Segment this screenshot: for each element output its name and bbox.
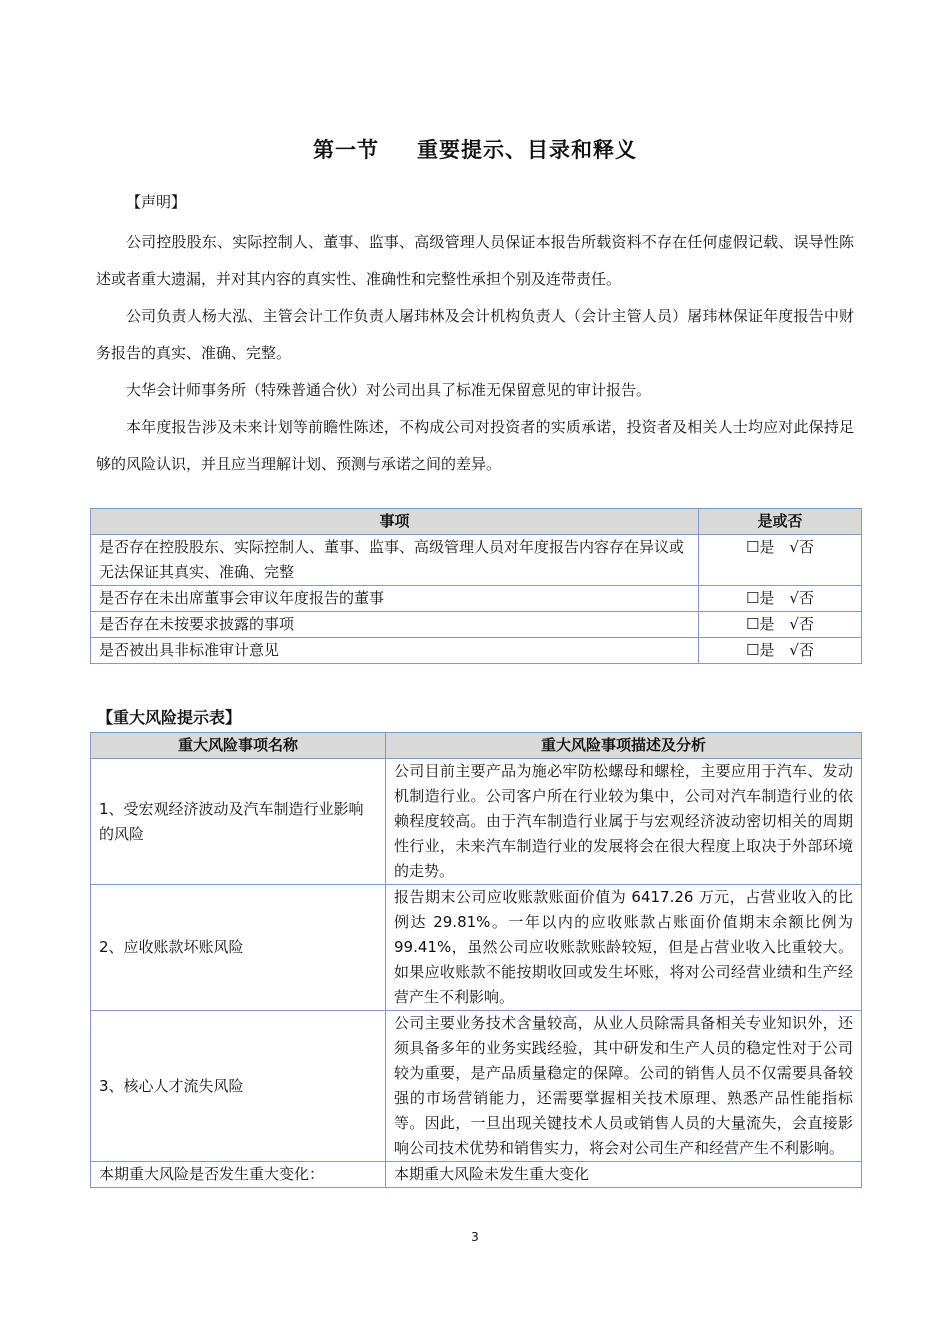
confirm-table [90, 508, 862, 664]
confirm-item: 是否存在控股股东、实际控制人、董事、监事、高级管理人员对年度报告内容存在异议或无法保证其真实、准确、完整 [91, 535, 699, 586]
confirm-item: 是否存在未出席董事会审议年度报告的董事 [91, 586, 699, 612]
table-row [91, 885, 862, 1011]
header-risk-name: 重大风险事项名称 [91, 733, 386, 759]
risk-table-header [91, 733, 862, 759]
risk-desc: 报告期末公司应收账款账面价值为 6417.26 万元，占营业收入的比例达 29.81%。一年以内的应收账款占账面价值期末余额比例为 99.41%，虽然公司应收账款账龄较短，但是占营业收入比重较大。如果应收账款不能按期收回或发生坏账，将对公司经营业绩和生产经营产生不利影响。 [386, 885, 862, 1011]
table-row [91, 535, 862, 586]
risk-table-heading: 【重大风险提示表】 [97, 708, 242, 727]
page-number: 3 [471, 1230, 479, 1244]
confirm-answer: ☐是 √否 [699, 612, 862, 638]
risk-desc: 公司主要业务技术含量较高，从业人员除需具备相关专业知识外，还须具备多年的业务实践经验，其中研发和生产人员的稳定性对于公司较为重要，是产品质量稳定的保障。公司的销售人员不仅需要具备较强的市场营销能力，还需要掌握相关技术原理、熟悉产品性能指标等。因此，一旦出现关键技术人员或销售人员的大量流失，会直接影响公司技术优势和销售实力，将会对公司生产和经营产生不利影响。 [386, 1011, 862, 1162]
table-row [91, 1162, 862, 1188]
section-heading: 重要提示、目录和释义 [417, 138, 637, 162]
risk-summary-label: 本期重大风险是否发生重大变化： [91, 1162, 386, 1188]
table-row [91, 1011, 862, 1162]
table-row [91, 586, 862, 612]
confirm-answer: ☐是 √否 [699, 638, 862, 664]
table-row [91, 638, 862, 664]
confirm-answer: ☐是 √否 [699, 586, 862, 612]
confirm-answer: ☐是 √否 [699, 535, 862, 586]
header-answer: 是或否 [699, 509, 862, 535]
statement-heading: 【声明】 [126, 193, 187, 211]
confirm-item: 是否被出具非标准审计意见 [91, 638, 699, 664]
statement-paragraph-1: 公司控股股东、实际控制人、董事、监事、高级管理人员保证本报告所载资料不存在任何虚假记载、误导性陈述或者重大遗漏，并对其内容的真实性、准确性和完整性承担个别及连带责任。 [96, 233, 854, 288]
header-risk-desc: 重大风险事项描述及分析 [386, 733, 862, 759]
risk-name: 1、受宏观经济波动及汽车制造行业影响的风险 [91, 759, 386, 885]
risk-table [90, 732, 862, 1188]
risk-name: 2、应收账款坏账风险 [91, 885, 386, 1011]
confirm-item: 是否存在未按要求披露的事项 [91, 612, 699, 638]
confirm-table-header [91, 509, 862, 535]
header-item: 事项 [91, 509, 699, 535]
section-title [0, 134, 950, 164]
statement-paragraph-2: 公司负责人杨大泓、主管会计工作负责人屠玮林及会计机构负责人（会计主管人员）屠玮林保证年度报告中财务报告的真实、准确、完整。 [96, 307, 854, 362]
table-row [91, 759, 862, 885]
risk-name: 3、核心人才流失风险 [91, 1011, 386, 1162]
table-row [91, 612, 862, 638]
risk-desc: 公司目前主要产品为施必牢防松螺母和螺栓，主要应用于汽车、发动机制造行业。公司客户所在行业较为集中，公司对汽车制造行业的依赖程度较高。由于汽车制造行业属于与宏观经济波动密切相关的周期性行业，未来汽车制造行业的发展将会在很大程度上取决于外部环境的走势。 [386, 759, 862, 885]
section-label: 第一节 [313, 138, 379, 162]
statement-paragraph-3: 大华会计师事务所（特殊普通合伙）对公司出具了标准无保留意见的审计报告。 [126, 381, 652, 399]
statement-paragraph-4: 本年度报告涉及未来计划等前瞻性陈述，不构成公司对投资者的实质承诺，投资者及相关人士均应对此保持足够的风险认识，并且应当理解计划、预测与承诺之间的差异。 [96, 418, 854, 473]
risk-summary-value: 本期重大风险未发生重大变化 [386, 1162, 862, 1188]
